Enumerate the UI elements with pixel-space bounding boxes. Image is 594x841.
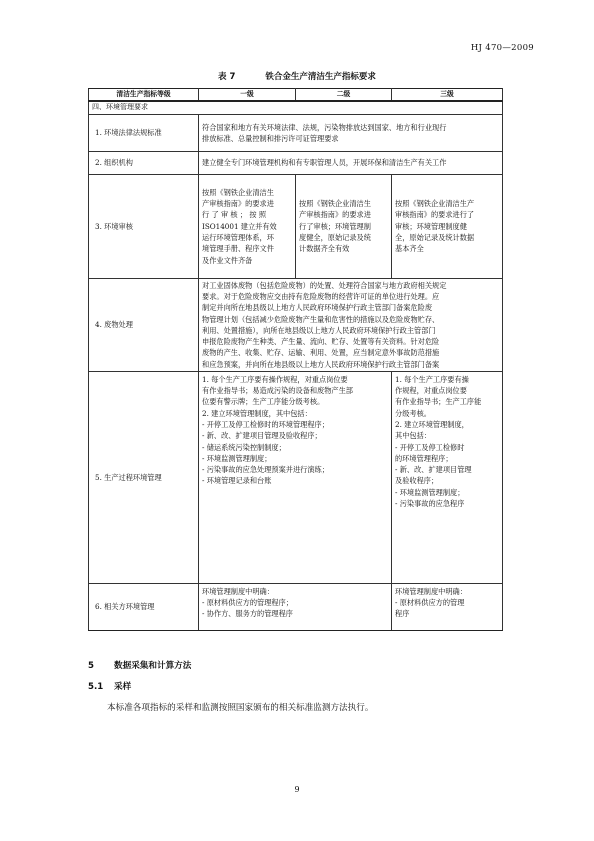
section-title: 四、环境管理要求 — [89, 101, 503, 114]
row-label: 2. 组织机构 — [89, 151, 199, 174]
level-3-cell — [392, 371, 503, 583]
row-label: 6. 相关方环境管理 — [89, 583, 199, 630]
text-line: 作规程，对重点岗位要 — [395, 386, 467, 396]
text-line: 分级考核。 — [395, 408, 431, 418]
text-line: - 储运系统污染控制制度； — [202, 442, 286, 452]
text-line: - 新、改、扩建项目管理及验收程序； — [202, 431, 322, 441]
text-line: 产审核指南》的要求进 — [202, 199, 274, 209]
table-row — [89, 371, 503, 583]
row-label: 1. 环境法律法规标准 — [89, 114, 199, 151]
text-line: 按照《钢铁企业清洁生 — [202, 187, 274, 197]
level-1-cell — [199, 174, 296, 278]
text-line: - 污染事故的应急程序 — [395, 499, 465, 509]
text-line: 有作业指导书；生产工序能 — [395, 397, 482, 407]
table-row — [89, 151, 503, 174]
text-line: 1. 每个生产工序要有操作规程，对重点岗位要 — [202, 374, 348, 384]
standard-number: HJ 470—2009 — [470, 43, 534, 53]
text-line: ISO14001 建立并有效 — [202, 221, 277, 231]
level-2-cell — [296, 174, 392, 278]
text-line: 审核指南》的要求进行了 — [395, 210, 475, 220]
section-title: 数据采集和计算方法 — [114, 661, 192, 671]
text-line: 程序 — [395, 609, 410, 619]
table-number: 表 7 — [218, 72, 236, 82]
table-row — [89, 114, 503, 151]
text-line: 1. 每个生产工序要有操 — [395, 374, 469, 384]
row-label: 3. 环境审核 — [89, 174, 199, 278]
body-paragraph: 本标准各项指标的采样和监测按照国家颁布的相关标准监测方法执行。 — [107, 703, 374, 713]
text-line: 全，原始记录及统计数据 — [395, 232, 475, 242]
text-line: 行了审核；环境管理制 — [299, 221, 371, 231]
text-line: 位要有警示牌；生产工序能分级考核。 — [202, 397, 325, 407]
level-3-cell — [392, 174, 503, 278]
text-line: 废物的产生、收集、贮存、运输、利用、处置，应当制定意外事故防范措施 — [202, 348, 440, 358]
row-content — [199, 114, 503, 151]
text-line: 运行环境管理体系，环 — [202, 232, 274, 242]
text-line: 要求。对于危险废物应交由持有危险废物的经营许可证的单位进行处理。应 — [202, 291, 440, 301]
section-row — [89, 101, 503, 114]
text-line: 按照《钢铁企业清洁生产 — [395, 199, 475, 209]
text-line: 符合国家和地方有关环境法律、法规，污染物排放达到国家、地方和行业现行 — [202, 122, 447, 132]
row-content — [199, 151, 503, 174]
text-line: 审核；环境管理制度健 — [395, 221, 467, 231]
text-line: 其中包括： — [395, 431, 431, 441]
text-line: 计数据齐全有效 — [299, 244, 350, 254]
table-row — [89, 174, 503, 278]
text-line: 行 了 审 核 ； 按 照 — [202, 210, 267, 220]
text-line: 对工业固体废物（包括危险废物）的处置、处理符合国家与地方政府相关规定 — [202, 280, 447, 290]
section-heading-5 — [88, 659, 191, 671]
text-line: 有作业指导书；易造成污染的设备和废物产生部 — [202, 386, 353, 396]
indicator-table — [88, 88, 503, 631]
text-line: 度健全，原始记录及统 — [299, 232, 371, 242]
section-number: 5.1 — [88, 682, 104, 692]
text-line: - 环境监测管理制度； — [395, 487, 465, 497]
text-line: - 污染事故的应急处理预案并进行演练； — [202, 465, 329, 475]
table-title: 铁合金生产清洁生产指标要求 — [265, 72, 376, 82]
text-line: 及作业文件齐备 — [202, 255, 253, 265]
text-line: 物管理计划（包括减少危险废物产生量和危害性的措施以及危险废物贮存、 — [202, 314, 440, 324]
text-line: - 协作方、服务方的管理程序 — [202, 609, 293, 619]
text-line: - 原材料供应方的管理 — [395, 598, 465, 608]
text-line: 排放标准、总量控制和排污许可证管理要求 — [202, 133, 339, 143]
section-heading-5-1 — [88, 680, 131, 692]
text-line: 环境管理制度中明确： — [395, 586, 467, 596]
level-1-2-cell — [199, 371, 392, 583]
table-row — [89, 278, 503, 371]
column-header: 二级 — [296, 89, 392, 102]
text-line: 按照《钢铁企业清洁生 — [299, 199, 371, 209]
text-line: 基本齐全 — [395, 244, 424, 254]
level-3-cell — [392, 583, 503, 630]
table-caption — [0, 70, 594, 82]
column-header: 清洁生产指标等级 — [89, 89, 199, 102]
text-line: 环境管理制度中明确： — [202, 586, 274, 596]
level-1-2-cell — [199, 583, 392, 630]
text-line: - 原材料供应方的管理程序； — [202, 598, 293, 608]
text-line: - 新、改、扩建项目管理 — [395, 465, 472, 475]
text-line: - 开停工及停工检修时 — [395, 442, 465, 452]
text-line: 制定并向所在地县级以上地方人民政府环境保护行政主管部门备案危险废 — [202, 303, 433, 313]
text-line: - 环境管理记录和台账 — [202, 476, 272, 486]
text-line: 2. 建立环境管理制度，其中包括： — [202, 408, 312, 418]
column-header: 一级 — [199, 89, 296, 102]
text-line: 及验收程序； — [395, 476, 439, 486]
text-line: - 开停工及停工检修时的环境管理程序； — [202, 419, 329, 429]
page-number: 9 — [294, 785, 300, 794]
text-line: 2. 建立环境管理制度， — [395, 419, 469, 429]
section-title: 采样 — [114, 682, 132, 692]
text-line: 建立健全专门环境管理机构和有专职管理人员，开展环保和清洁生产有关工作 — [202, 158, 447, 168]
text-line: 利用、处置措施），向所在地县级以上地方人民政府环境保护行政主管部门 — [202, 325, 436, 335]
column-header: 三级 — [392, 89, 503, 102]
text-line: 申报危险废物产生种类、产生量、流向、贮存、处置等有关资料。针对危险 — [202, 337, 440, 347]
text-line: 境管理手册、程序文件 — [202, 244, 274, 254]
text-line: 产审核指南》的要求进 — [299, 210, 371, 220]
text-line: 和应急预案，并向所在地县级以上地方人民政府环境保护行政主管部门备案 — [202, 359, 440, 369]
row-label: 4. 废物处理 — [89, 278, 199, 371]
table-row — [89, 583, 503, 630]
row-label: 5. 生产过程环境管理 — [89, 371, 199, 583]
text-line: - 环境监测管理制度； — [202, 453, 272, 463]
section-number: 5 — [88, 661, 94, 671]
text-line: 的环境管理程序； — [395, 453, 453, 463]
table-header-row — [89, 89, 503, 102]
row-content — [199, 278, 503, 371]
